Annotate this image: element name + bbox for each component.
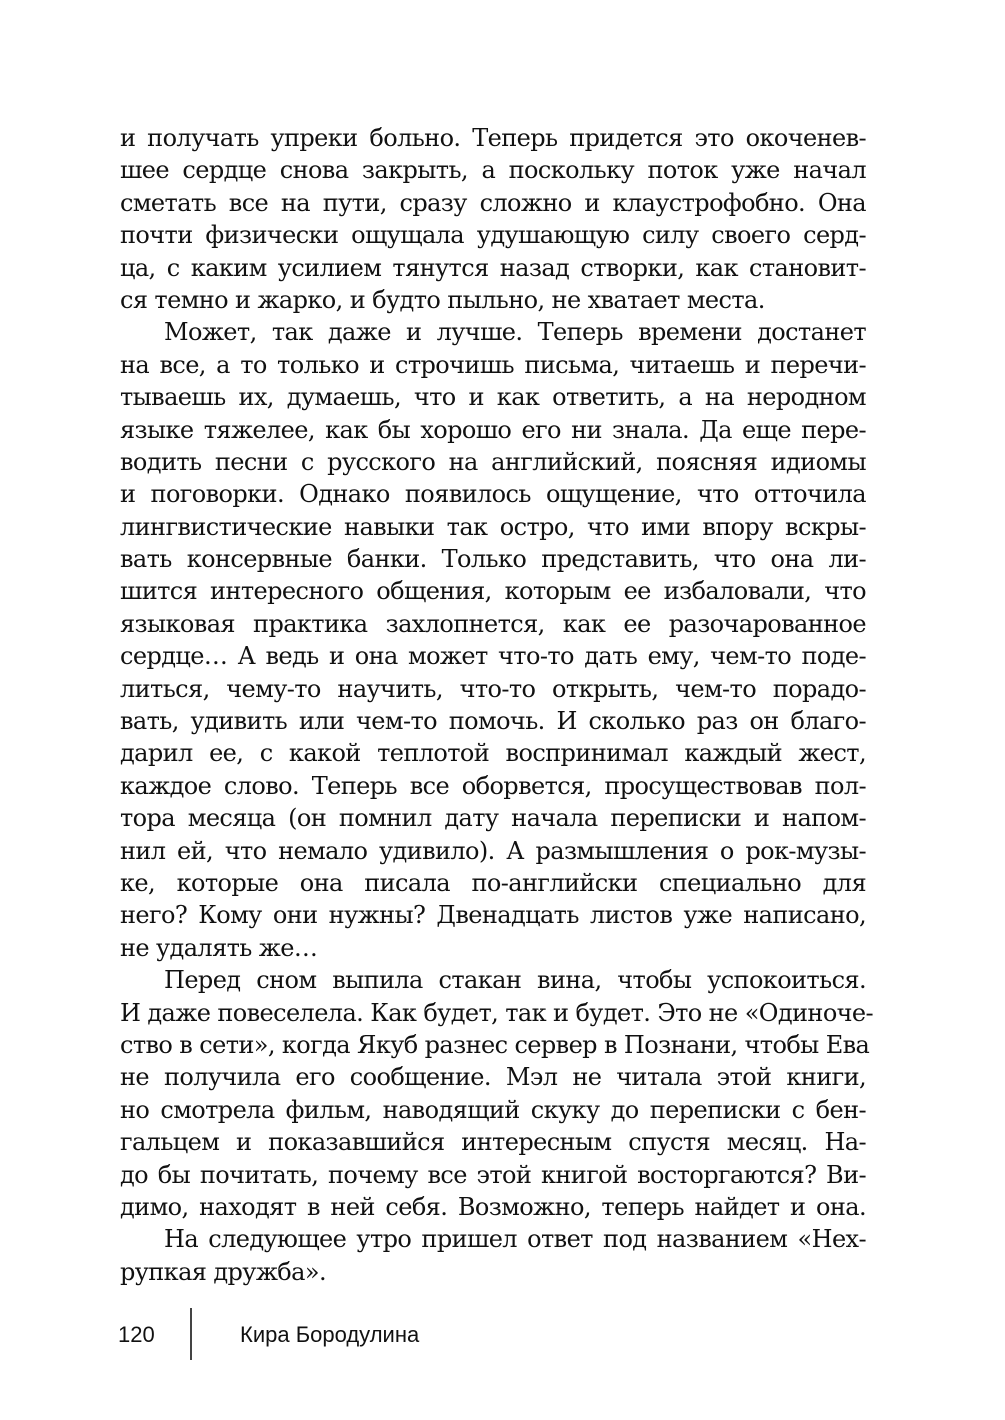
text-line: тываешь их, думаешь, что и как ответить, а на неродном [120, 383, 866, 412]
text-line: и поговорки. Однако появилось ощущение, что отточила [120, 480, 866, 509]
text-line: дарил ее, с какой теплотой воспринимал каждый жест, [120, 739, 866, 768]
text-line: почти физически ощущала удушающую силу своего серд- [120, 221, 866, 250]
text-line: него? Кому они нужны? Двенадцать листов уже написано, [120, 901, 866, 930]
text-line: ся темно и жарко, и будто пыльно, не хватает места. [120, 285, 765, 314]
text-line: не получила его сообщение. Мэл не читала этой книги, [120, 1063, 866, 1092]
text-line: На следующее утро пришел ответ под названием «Нех- [164, 1225, 866, 1254]
text-line: Может, так даже и лучше. Теперь времени достанет [164, 318, 866, 347]
paragraph [120, 964, 874, 1223]
text-line: нил ей, что немало удивило). А размышления о рок-музы- [120, 836, 866, 865]
page-number: 120 [118, 1322, 155, 1347]
text-line: ке, которые она писала по-английски специально для [120, 868, 866, 897]
text-line: вать, удивить или чем-то помочь. И сколько раз он благо- [120, 707, 866, 736]
text-line: языковая практика захлопнется, как ее разочарованное [120, 609, 866, 638]
paragraph [120, 122, 866, 316]
text-line: сердце… А ведь и она может что-то дать ему, чем-то поде- [120, 642, 866, 671]
text-line: вать консервные банки. Только представить, что она ли- [120, 545, 866, 574]
paragraph [120, 1223, 866, 1288]
text-line: до бы почитать, почему все этой книгой восторгаются? Ви- [120, 1160, 866, 1189]
text-line: литься, чему-то научить, что-то открыть, чем-то порадо- [120, 674, 866, 703]
text-line: гальцем и показавшийся интересным спустя месяц. На- [120, 1128, 866, 1157]
text-line: шится интересного общения, которым ее избаловали, что [120, 577, 866, 606]
paragraph [120, 316, 866, 964]
text-line: но смотрела фильм, наводящий скуку до переписки с бен- [120, 1095, 866, 1124]
text-line: ство в сети», когда Якуб разнес сервер в Познани, чтобы Ева [120, 1030, 870, 1059]
page-body-text [120, 122, 874, 1288]
text-line: не удалять же… [120, 933, 318, 962]
text-line: И даже повеселела. Как будет, так и будет. Это не «Одиноче- [120, 998, 874, 1027]
text-line: языке тяжелее, как бы хорошо его ни знала. Да еще пере- [120, 415, 866, 444]
footer-divider [190, 1308, 192, 1360]
text-line: рупкая дружба». [120, 1257, 326, 1286]
text-line: лингвистические навыки так остро, что ими впору вскры- [120, 512, 866, 541]
text-line: ца, с каким усилием тянутся назад створки, как становит- [120, 253, 866, 282]
text-line: сметать все на пути, сразу сложно и клаустрофобно. Она [120, 188, 866, 217]
text-line: каждое слово. Теперь все оборвется, просуществовав пол- [120, 771, 866, 800]
text-line: Перед сном выпила стакан вина, чтобы успокоиться. [164, 966, 866, 995]
text-line: тора месяца (он помнил дату начала переписки и напом- [120, 804, 866, 833]
text-line: шее сердце снова закрыть, а поскольку поток уже начал [120, 156, 866, 185]
text-line: и получать упреки больно. Теперь придется это окоченев- [120, 124, 866, 152]
author-name: Кира Бородулина [240, 1322, 420, 1347]
text-line: димо, находят в ней себя. Возможно, теперь найдет и она. [120, 1192, 866, 1221]
text-line: на все, а то только и строчишь письма, читаешь и перечи- [120, 350, 866, 379]
text-line: водить песни с русского на английский, поясняя идиомы [120, 447, 866, 476]
